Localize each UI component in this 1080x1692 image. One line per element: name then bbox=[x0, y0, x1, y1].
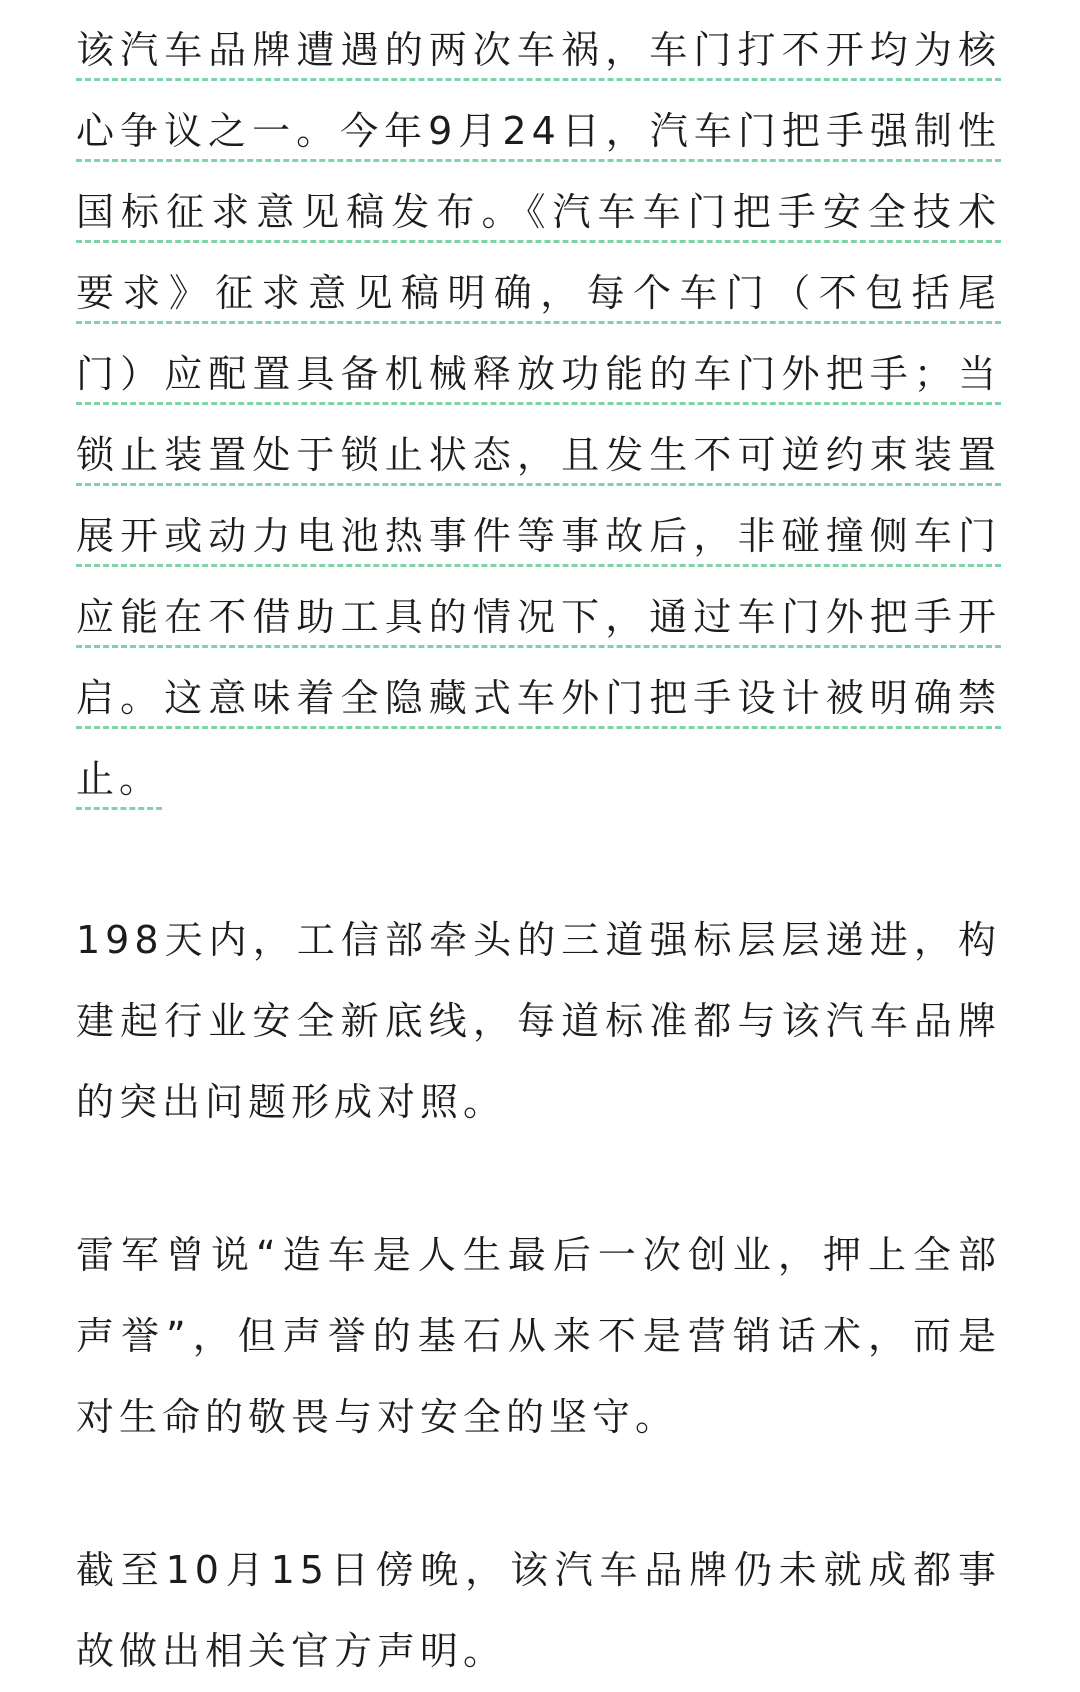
article-paragraph-1 bbox=[76, 10, 1001, 820]
article-paragraph-3: 雷军曾说“造车是人生最后一次创业，押上全部声誉”，但声誉的基石从来不是营销话术，而是对生命的敬畏与对安全的坚守。 bbox=[76, 1233, 1001, 1439]
underlined-paragraph-text[interactable]: 该汽车品牌遭遇的两次车祸，车门打不开均为核心争议之一。今年9月24日，汽车门把手强制性国标征求意见稿发布。《汽车车门把手安全技术要求》征求意见稿明确，每个车门（不包括尾门）应配置具备机械释放功能的车门外把手；当锁止装置处于锁止状态，且发生不可逆约束装置展开或动力电池热事件等事故后，非碰撞侧车门应能在不借助工具的情况下，通过车门外把手开启。这意味着全隐藏式车外门把手设计被明确禁止。 bbox=[76, 28, 1001, 801]
article-paragraph-4: 截至10月15日傍晚，该汽车品牌仍未就成都事故做出相关官方声明。 bbox=[76, 1548, 1001, 1673]
article-paragraph-2: 198天内，工信部牵头的三道强标层层递进，构建起行业安全新底线，每道标准都与该汽车品牌的突出问题形成对照。 bbox=[76, 918, 1001, 1124]
article-body bbox=[76, 10, 1001, 1692]
